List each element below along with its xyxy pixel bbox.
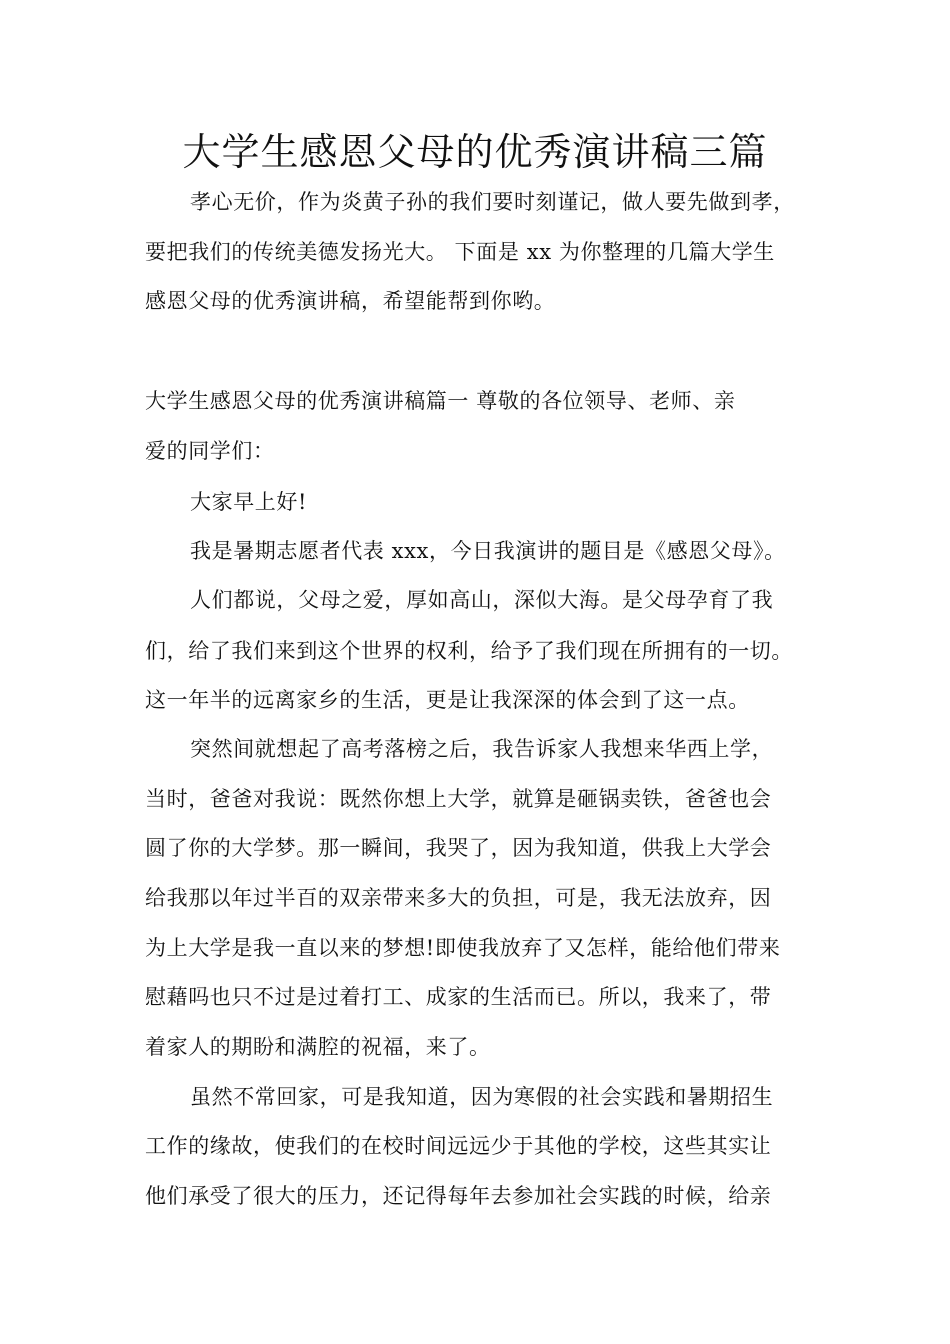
text-line: 慰藉吗也只不过是过着打工、成家的生活而已。所以，我来了，带	[145, 985, 772, 1009]
text-line: 给我那以年过半百的双亲带来多大的负担，可是，我无法放弃，因	[145, 886, 772, 910]
text-line: 大家早上好!	[190, 490, 308, 514]
text-line: 爱的同学们：	[145, 439, 275, 463]
text-line: 圆了你的大学梦。那一瞬间，我哭了，因为我知道，供我上大学会	[145, 836, 772, 860]
text-line: 这一年半的远离家乡的生活，更是让我深深的体会到了这一点。	[145, 688, 750, 712]
text-line: 要把我们的传统美德发扬光大。 下面是 xx 为你整理的几篇大学生	[145, 240, 775, 264]
text-line: 们，给了我们来到这个世界的权利，给予了我们现在所拥有的一切。	[145, 639, 793, 663]
text-line: 为上大学是我一直以来的梦想!即使我放弃了又怎样，能给他们带来	[145, 936, 781, 960]
text-line: 当时，爸爸对我说：既然你想上大学，就算是砸锅卖铁，爸爸也会	[145, 787, 772, 811]
document-title: 大学生感恩父母的优秀演讲稿三篇	[182, 130, 768, 174]
text-line: 工作的缘故，使我们的在校时间远远少于其他的学校，这些其实让	[145, 1134, 772, 1158]
text-line: 我是暑期志愿者代表 xxx，今日我演讲的题目是《感恩父母》。	[190, 539, 786, 563]
text-line: 虽然不常回家，可是我知道，因为寒假的社会实践和暑期招生	[190, 1085, 774, 1109]
text-line: 人们都说，父母之爱，厚如高山，深似大海。是父母孕育了我	[190, 588, 774, 612]
text-line: 感恩父母的优秀演讲稿，希望能帮到你哟。	[145, 289, 556, 313]
text-line: 着家人的期盼和满腔的祝福，来了。	[145, 1035, 491, 1059]
text-line: 孝心无价，作为炎黄子孙的我们要时刻谨记，做人要先做到孝，	[190, 190, 795, 214]
text-line: 突然间就想起了高考落榜之后，我告诉家人我想来华西上学，	[190, 737, 774, 761]
text-line: 他们承受了很大的压力，还记得每年去参加社会实践的时候，给亲	[145, 1184, 772, 1208]
section-heading-line: 大学生感恩父母的优秀演讲稿篇一 尊敬的各位领导、老师、亲	[145, 389, 736, 413]
